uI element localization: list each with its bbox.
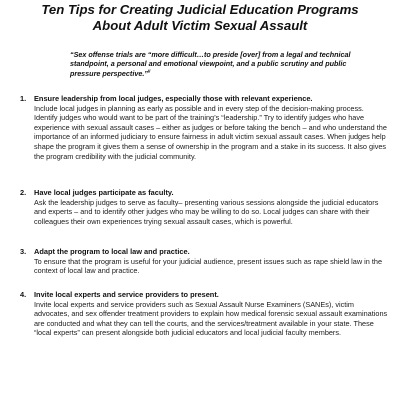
tip-heading: Ensure leadership from local judges, especially those with relevant experience. <box>34 94 313 103</box>
quote-footnote-marker: ii <box>147 68 151 74</box>
tip-body: To ensure that the program is useful for your judicial audience, present issues such as rape shield law in the context of local law and practice. <box>34 256 383 276</box>
epigraph-quote <box>70 50 360 78</box>
tip-number: 4. <box>20 290 27 299</box>
tip-number: 2. <box>20 188 27 197</box>
tip-item-4 <box>20 290 388 338</box>
tip-item-1 <box>20 94 388 161</box>
document-title-line-2: About Adult Victim Sexual Assault <box>92 18 308 33</box>
tip-item-3 <box>20 247 388 276</box>
quote-text: “Sex offense trials are “more difficult…to preside [over] from a legal and technical standpoint, a personal and emotional viewpoint, and a public scrutiny and public pressure perspective.” <box>70 50 351 78</box>
tip-heading: Have local judges participate as faculty. <box>34 188 174 197</box>
tip-heading: Invite local experts and service providers to present. <box>34 290 219 299</box>
tip-item-2 <box>20 188 388 226</box>
tip-number: 3. <box>20 247 27 256</box>
tip-body: Ask the leadership judges to serve as faculty– presenting various sessions alongside the judicial educators and experts – and to identify other judges who may be willing to do so. Local judges can share with their colleagues their own experiences trying sexual assault cases, which is powerful. <box>34 197 379 226</box>
tip-body: Include local judges in planning as early as possible and in every step of the decision-making process. Identify judges who would want to be part of the training’s “leadership.” Try to identify judges who have experience with sexual assault cases – either as judges or before taking the bench – and who understand the importance of an informed judiciary to ensure fairness in adult victim sexual assault cases. When judges help shape the program it gives them a sense of ownership in the program and a stake in its success. It also gives the program credibility with the judicial community. <box>34 103 387 161</box>
tip-number: 1. <box>20 94 27 103</box>
tip-heading: Adapt the program to local law and practice. <box>34 247 190 256</box>
document-title-line-1: Ten Tips for Creating Judicial Education Programs <box>41 2 359 17</box>
tip-body: Invite local experts and service providers such as Sexual Assault Nurse Examiners (SANEs), victim advocates, and sex offender treatment providers to explain how medical forensic sexual assault examinations are conducted and what they can tell the courts, and the services/treatment available in your state. These “local experts” can present alongside both judicial educators and local judicial faculty members. <box>34 299 388 338</box>
